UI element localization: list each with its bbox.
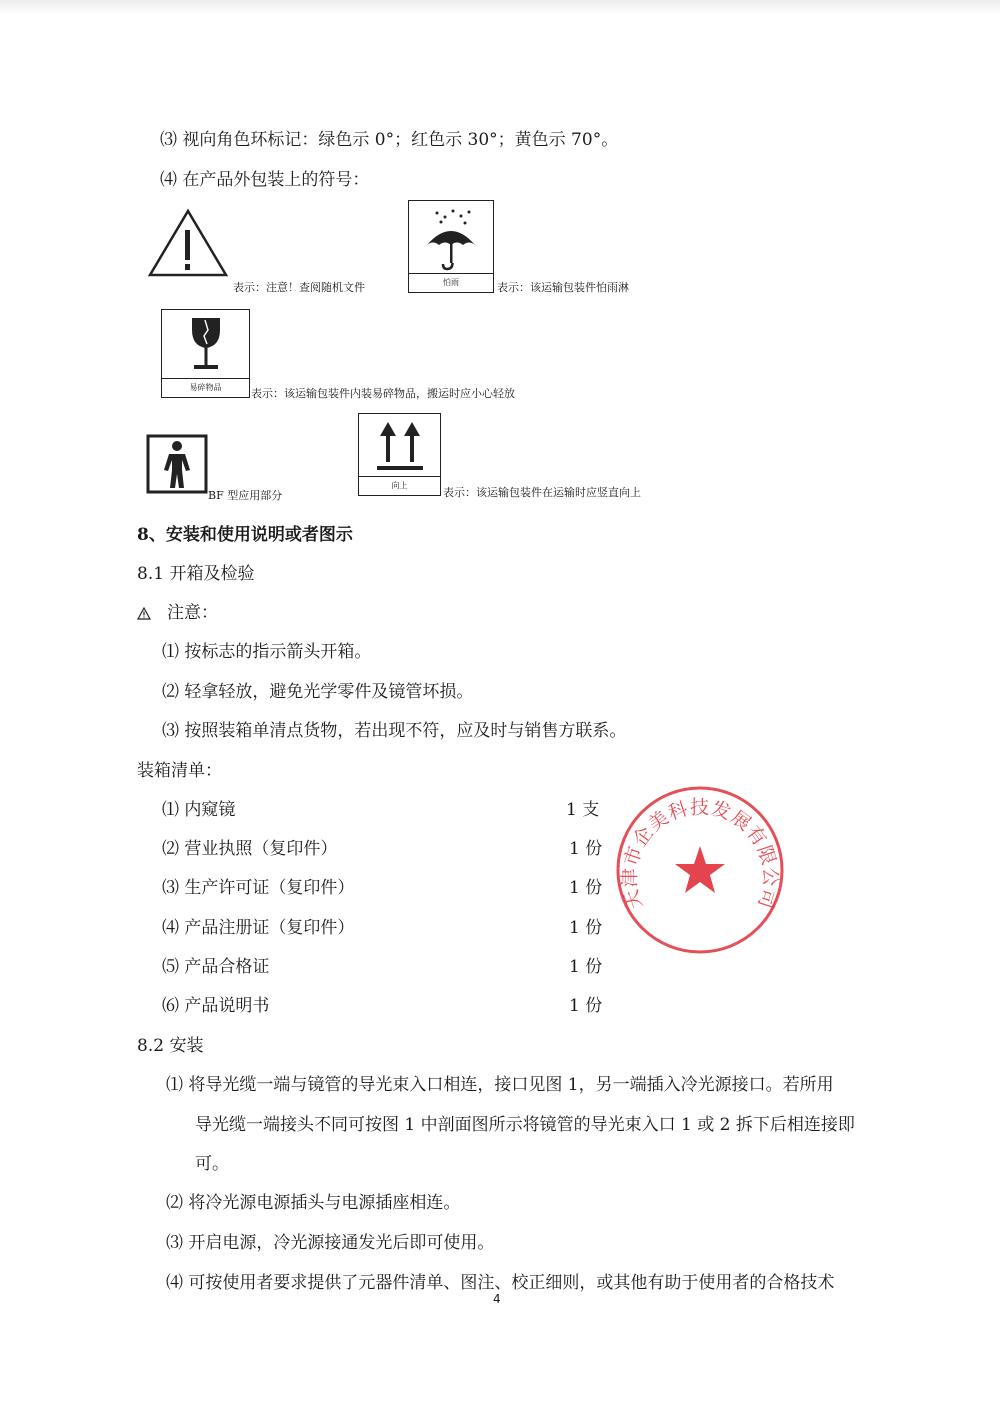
this-way-up-symbol — [358, 413, 441, 496]
install-item-2: ⑵ 将冷光源电源插头与电源插座相连。 — [166, 1193, 461, 1213]
keep-dry-label: 怕雨 — [409, 273, 493, 292]
scan-edge — [0, 0, 1000, 14]
section-8-1-heading: 8.1 开箱及检验 — [137, 564, 255, 584]
packing-item-qty: 1 份 — [569, 996, 603, 1016]
packing-item-qty: 1 支 — [566, 800, 600, 820]
install-item-1-line-1: ⑴ 将导光缆一端与镜管的导光束入口相连，接口见图 1，另一端插入冷光源接口。若所用 — [166, 1075, 834, 1095]
packing-item-name: ⑵ 营业执照（复印件） — [162, 839, 338, 859]
packing-item-qty: 1 份 — [569, 839, 603, 859]
packing-list-title: 装箱清单： — [137, 761, 222, 781]
keep-dry-symbol — [408, 200, 494, 293]
wine-glass-icon — [184, 316, 228, 376]
viewing-angle-line: ⑶ 视向角色环标记：绿色示 0°；红色示 30°；黄色示 70°。 — [160, 130, 619, 150]
warning-triangle-icon — [137, 607, 151, 620]
this-way-up-caption: 表示：该运输包装件在运输时应竖直向上 — [443, 486, 641, 499]
umbrella-icon — [423, 207, 479, 271]
section-8-2-heading: 8.2 安装 — [137, 1036, 204, 1056]
packing-item-name: ⑷ 产品注册证（复印件） — [162, 918, 355, 938]
note-row — [137, 598, 218, 623]
note-label: 注意： — [167, 603, 218, 623]
packing-item-name: ⑶ 生产许可证（复印件） — [162, 878, 355, 898]
packing-item-qty: 1 份 — [569, 957, 603, 977]
packing-item-qty: 1 份 — [569, 918, 603, 938]
this-way-up-label: 向上 — [359, 476, 440, 495]
packing-item-name: ⑴ 内窥镜 — [162, 800, 236, 820]
packing-item-name: ⑹ 产品说明书 — [162, 996, 270, 1016]
svg-text:天津市企美科技发展有限公司: 天津市企美科技发展有限公司 — [618, 796, 782, 912]
keep-dry-caption: 表示：该运输包装件怕雨淋 — [497, 281, 629, 294]
bf-caption: BF 型应用部分 — [208, 489, 283, 502]
install-item-1-line-3: 可。 — [195, 1154, 229, 1174]
bf-applied-part-icon — [146, 434, 208, 494]
packing-item-name: ⑸ 产品合格证 — [162, 957, 270, 977]
section-8-heading: 8、安装和使用说明或者图示 — [137, 525, 353, 545]
arrows-up-icon — [375, 420, 425, 472]
note-item-3: ⑶ 按照装箱单清点货物，若出现不符，应及时与销售方联系。 — [162, 721, 627, 741]
packing-item-qty: 1 份 — [569, 878, 603, 898]
package-symbols-line: ⑷ 在产品外包装上的符号： — [160, 170, 370, 190]
caution-triangle-icon — [147, 208, 229, 278]
install-item-3: ⑶ 开启电源，冷光源接通发光后即可使用。 — [166, 1233, 495, 1253]
note-item-2: ⑵ 轻拿轻放，避免光学零件及镜管坏损。 — [162, 682, 474, 702]
install-item-4: ⑷ 可按使用者要求提供了元器件清单、图注、校正细则，或其他有助于使用者的合格技术 — [166, 1273, 835, 1293]
fragile-caption: 表示：该运输包装件内装易碎物品，搬运时应小心轻放 — [251, 387, 515, 400]
page-number: 4 — [493, 1292, 501, 1306]
install-item-1-line-2: 导光缆一端接头不同可按图 1 中剖面图所示将镜管的导光束入口 1 或 2 拆下后相连接即 — [195, 1115, 855, 1135]
company-seal — [614, 784, 786, 956]
caution-caption: 表示：注意！查阅随机文件 — [233, 281, 365, 294]
fragile-label: 易碎物品 — [162, 378, 249, 397]
note-item-1: ⑴ 按标志的指示箭头开箱。 — [162, 642, 372, 662]
fragile-symbol — [161, 309, 250, 398]
